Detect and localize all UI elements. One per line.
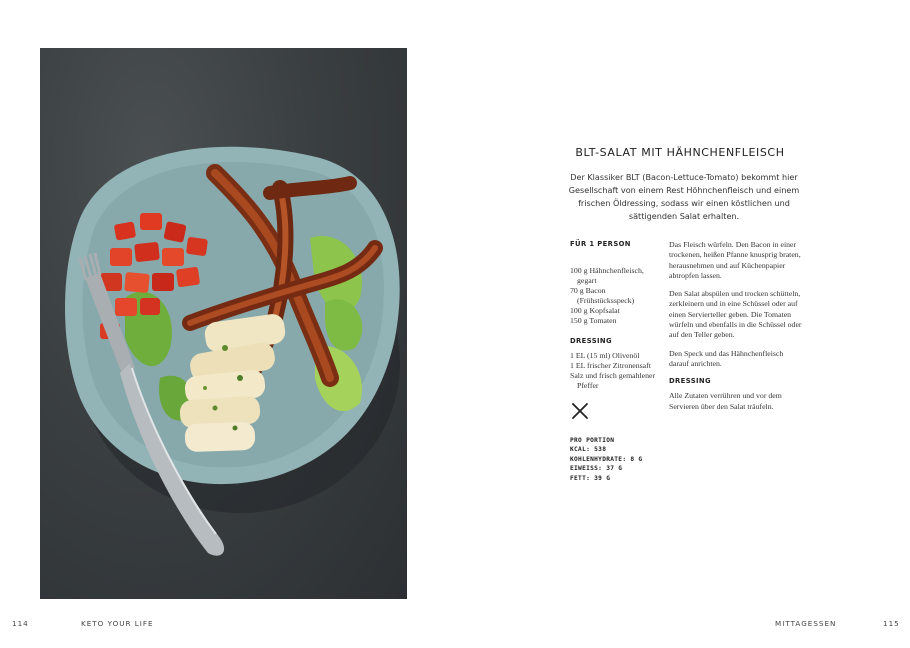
dressing-heading: DRESSING [570,337,612,345]
nutrition-block [570,436,662,483]
ingredient-item: 150 g Tomaten [570,316,617,325]
instruction-step: Den Speck und das Hähnchenfleisch darauf anrichten. [669,348,784,368]
nutrition-carbs: KOHLENHYDRATE: 8 G [570,455,643,463]
ingredient-item: 100 g Kopfsalat [570,306,620,315]
fork-knife-icon [570,401,590,421]
ingredient-list [570,266,662,326]
ingredient-item: 100 g Hähnchenfleisch, gegart [570,266,644,285]
right-page-number: 115 [883,619,900,628]
dressing-ingredient-list [570,351,662,391]
instruction-step: Den Salat abspülen und trocken schütteln, zerkleinern und in eine Schüssel oder auf einen Servierteller geben. Die Tomaten würfeln und ebenfalls in die Schüssel oder auf den Teller geben. [669,289,802,340]
instruction-step: Das Fleisch würfeln. Den Bacon in einer trockenen, heißen Pfanne knusprig braten, herausnehmen und auf Küchenpapier abtropfen lassen. [669,240,801,280]
food-photo [40,48,407,599]
dressing-ingredient-item: 1 EL frischer Zitronensaft [570,361,651,370]
dressing-ingredient-item: Salz und frisch gemahlener Pfeffer [570,371,656,390]
nutrition-kcal: KCAL: 538 [570,446,607,454]
recipe-title: BLT-SALAT MIT HÄHNCHENFLEISCH [575,146,785,159]
dressing-step: Alle Zutaten verrühren und vor dem Servieren über den Salat träufeln. [669,391,782,411]
nutrition-protein: EIWEISS: 37 G [570,465,623,473]
salad-illustration [40,48,407,599]
nutrition-fat: FETT: 39 G [570,474,611,482]
left-page-number: 114 [12,619,29,628]
instructions-column [669,240,804,420]
ingredient-item: 70 g Bacon (Frühstücksspeck) [570,286,635,305]
dressing-step-heading: DRESSING [669,377,711,386]
nutrition-heading: PRO PORTION [570,437,615,444]
servings-heading: FÜR 1 PERSON [570,240,631,248]
ingredients-column [570,240,662,483]
book-title: KETO YOUR LIFE [81,619,154,628]
dressing-ingredient-item: 1 EL (15 ml) Olivenöl [570,351,640,360]
recipe-intro: Der Klassiker BLT (Bacon-Lettuce-Tomato) bekommt hier Gesellschaft von einem Rest Höhnchenfleisch und einem frischen Öldressing, sodass wir einen köstlichen und sättigenden Salat erhalten. [568,172,800,221]
section-name: MITTAGESSEN [775,619,837,628]
